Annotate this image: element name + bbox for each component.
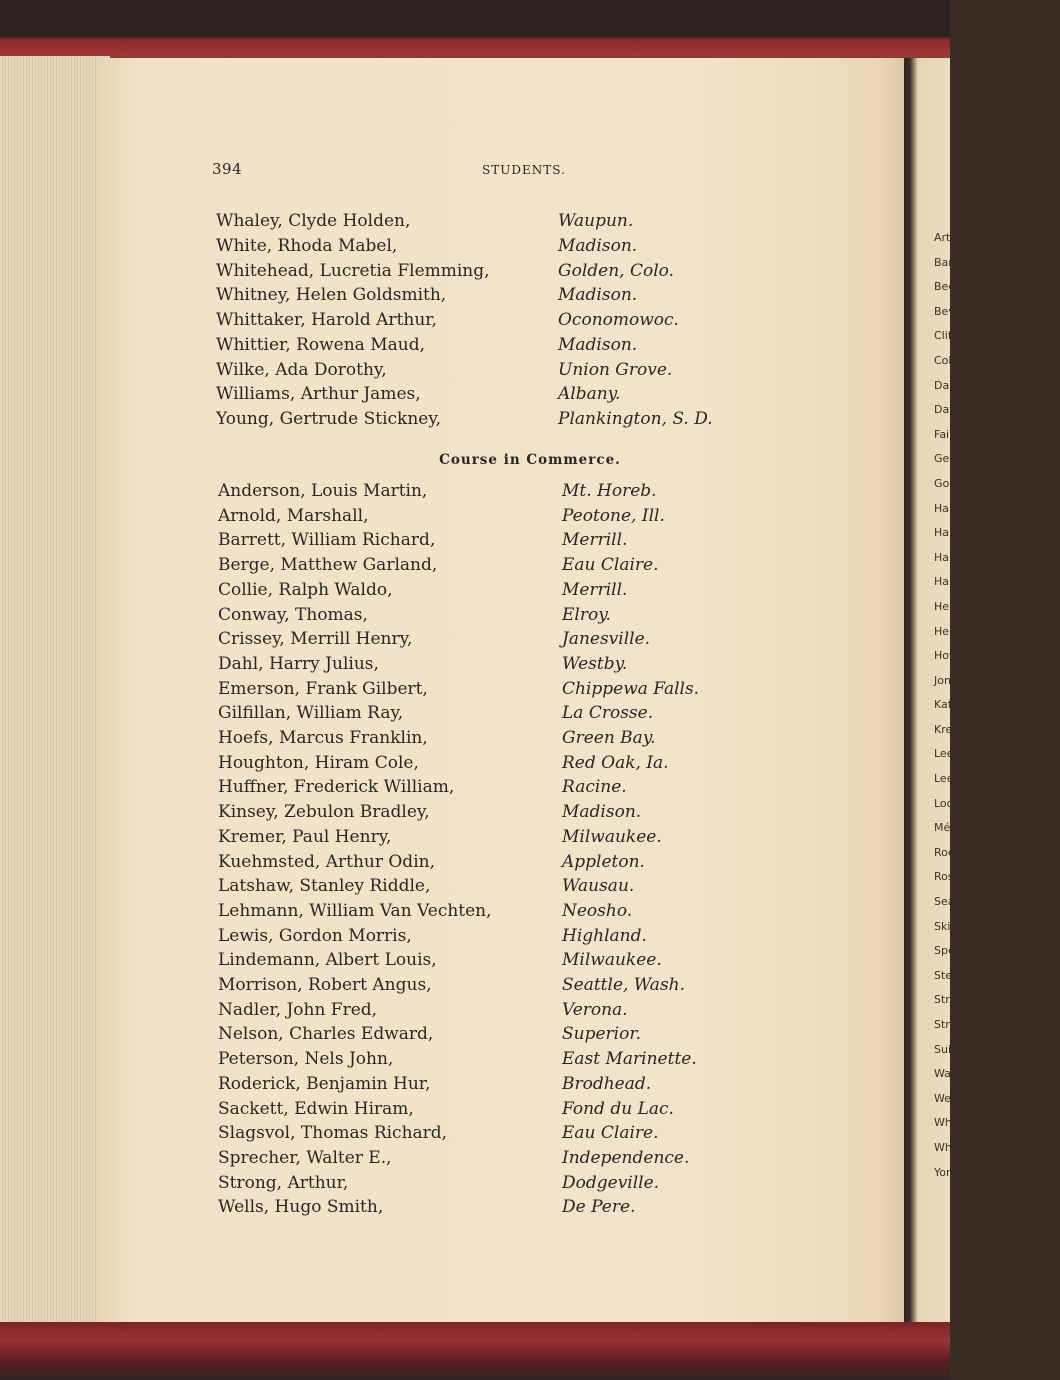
- student-name: Emerson, Frank Gilbert,: [218, 678, 428, 699]
- commerce-student-row: [0, 528, 950, 552]
- student-row: [0, 407, 950, 431]
- student-hometown: Appleton.: [562, 851, 645, 872]
- student-hometown: Racine.: [562, 777, 627, 798]
- facing-page-fragment: Roe: [934, 845, 955, 859]
- student-name: Kinsey, Zebulon Bradley,: [218, 802, 430, 823]
- student-hometown: Neosho.: [562, 900, 633, 921]
- student-name: Sackett, Edwin Hiram,: [218, 1098, 414, 1119]
- student-name: Berge, Matthew Garland,: [218, 555, 438, 576]
- student-hometown: Albany.: [558, 384, 621, 405]
- student-name: Collie, Ralph Waldo,: [218, 579, 393, 600]
- commerce-student-row: [0, 1097, 950, 1121]
- commerce-student-row: [0, 504, 950, 528]
- student-hometown: Merrill.: [562, 530, 628, 551]
- student-name: Williams, Arthur James,: [216, 384, 421, 405]
- student-hometown: Madison.: [562, 802, 642, 823]
- student-hometown: Westby.: [562, 653, 628, 674]
- student-hometown: Fond du Lac.: [562, 1098, 674, 1119]
- commerce-student-row: [0, 948, 950, 972]
- facing-page-fragment: Ros: [934, 870, 954, 884]
- student-name: Gilfillan, William Ray,: [218, 703, 404, 724]
- student-name: Arnold, Marshall,: [218, 505, 369, 526]
- page-number: 394: [212, 160, 243, 178]
- commerce-student-row: [0, 1022, 950, 1046]
- student-hometown: Madison.: [558, 285, 638, 306]
- section-heading: Course in Commerce.: [439, 452, 621, 468]
- facing-page-fragment: Har: [934, 550, 954, 564]
- facing-page-fragment: Str: [934, 993, 950, 1007]
- student-name: Whaley, Clyde Holden,: [216, 211, 411, 231]
- running-head: STUDENTS.: [482, 163, 566, 177]
- student-hometown: Oconomowoc.: [558, 310, 679, 330]
- student-name: Whittaker, Harold Arthur,: [216, 310, 437, 330]
- student-row: [0, 209, 950, 233]
- facing-page-fragment: Bev: [934, 304, 955, 318]
- student-hometown: Eau Claire.: [562, 555, 659, 576]
- facing-page-fragment: We: [934, 1091, 951, 1105]
- student-hometown: Merrill.: [562, 579, 628, 600]
- commerce-student-row: [0, 825, 950, 849]
- facing-page-fragment: Clif: [934, 329, 952, 343]
- student-hometown: Plankington, S. D.: [558, 409, 713, 429]
- facing-page-fragment: Ste: [934, 968, 953, 982]
- facing-page-fragment: Kat: [934, 698, 953, 712]
- student-name: Whitehead, Lucretia Flemming,: [216, 260, 490, 281]
- student-hometown: East Marinette.: [562, 1049, 697, 1070]
- student-hometown: Green Bay.: [562, 728, 656, 748]
- student-name: Slagsvol, Thomas Richard,: [218, 1123, 448, 1144]
- commerce-student-row: [0, 899, 950, 923]
- student-hometown: Seattle, Wash.: [562, 975, 686, 995]
- book-cover-top: [0, 0, 950, 62]
- commerce-student-row: [0, 479, 950, 503]
- facing-page-fragment: Har: [934, 575, 954, 589]
- student-name: Hoefs, Marcus Franklin,: [218, 728, 428, 748]
- student-hometown: Madison.: [558, 334, 638, 355]
- student-hometown: Red Oak, Ia.: [562, 752, 669, 773]
- student-row: [0, 234, 950, 258]
- student-name: Conway, Thomas,: [218, 604, 368, 625]
- student-name: Lindemann, Albert Louis,: [218, 950, 437, 971]
- facing-page-fragment: Str: [934, 1018, 950, 1031]
- commerce-student-row: [0, 1171, 950, 1195]
- student-hometown: De Pere.: [562, 1197, 636, 1218]
- student-name: Lewis, Gordon Morris,: [218, 925, 412, 946]
- student-hometown: Elroy.: [562, 604, 611, 625]
- facing-page-fragment: Bar: [934, 255, 953, 269]
- facing-page-fragment: Spe: [934, 944, 955, 958]
- student-name: Houghton, Hiram Cole,: [218, 752, 419, 773]
- student-hometown: Golden, Colo.: [558, 260, 674, 281]
- student-hometown: Wausau.: [562, 876, 635, 897]
- student-hometown: Waupun.: [558, 211, 634, 231]
- student-row: [0, 382, 950, 406]
- student-hometown: Janesville.: [562, 629, 651, 650]
- commerce-student-row: [0, 553, 950, 577]
- commerce-student-row: [0, 578, 950, 602]
- student-name: Wells, Hugo Smith,: [218, 1197, 384, 1218]
- facing-page-fragment: Gee: [934, 452, 957, 466]
- facing-page-fragment: Hei: [934, 599, 953, 613]
- commerce-student-row: [0, 652, 950, 676]
- student-name: Lehmann, William Van Vechten,: [218, 900, 492, 921]
- student-hometown: Madison.: [558, 235, 638, 256]
- facing-page-fragment: Bec: [934, 280, 955, 294]
- facing-page-fragment: Kre: [934, 722, 953, 736]
- commerce-student-row: [0, 874, 950, 898]
- student-name: Nelson, Charles Edward,: [218, 1024, 434, 1045]
- commerce-student-row: [0, 603, 950, 627]
- commerce-student-row: [0, 924, 950, 948]
- student-hometown: Chippewa Falls.: [562, 678, 700, 699]
- student-name: Roderick, Benjamin Hur,: [218, 1073, 431, 1094]
- student-hometown: Brodhead.: [562, 1073, 652, 1094]
- commerce-student-row: [0, 850, 950, 874]
- student-hometown: Independence.: [562, 1147, 690, 1168]
- commerce-student-row: [0, 677, 950, 701]
- student-row: [0, 259, 950, 283]
- facing-page-fragment: Dav: [934, 403, 956, 417]
- student-name: Young, Gertrude Stickney,: [216, 409, 442, 429]
- commerce-student-row: [0, 800, 950, 824]
- student-row: [0, 308, 950, 332]
- student-name: Dahl, Harry Julius,: [218, 653, 379, 674]
- facing-page-fragment: Ski: [934, 919, 951, 933]
- facing-page-fragment: Art: [934, 231, 951, 244]
- student-name: Huffner, Frederick William,: [218, 777, 455, 798]
- student-name: Latshaw, Stanley Riddle,: [218, 876, 431, 897]
- student-hometown: Verona.: [562, 999, 628, 1020]
- student-name: Nadler, John Fred,: [218, 999, 378, 1020]
- commerce-student-row: [0, 726, 950, 750]
- facing-page-fragment: Lee: [934, 772, 954, 786]
- student-hometown: Milwaukee.: [562, 950, 662, 971]
- facing-page-fragment: Sui: [934, 1042, 952, 1056]
- facing-page-fragment: God: [934, 476, 957, 490]
- student-name: Barrett, William Richard,: [218, 530, 436, 551]
- commerce-student-row: [0, 775, 950, 799]
- student-name: Sprecher, Walter E.,: [218, 1147, 392, 1168]
- facing-page-fragment: Wa: [934, 1067, 951, 1081]
- student-hometown: Mt. Horeb.: [562, 481, 657, 501]
- facing-page-fragment: Dar: [934, 378, 954, 392]
- facing-page-fragment: Loo: [934, 796, 954, 810]
- facing-page-fragment: Lee: [934, 747, 954, 761]
- student-hometown: Union Grove.: [558, 359, 673, 380]
- student-hometown: Highland.: [562, 925, 647, 946]
- commerce-student-row: [0, 701, 950, 725]
- student-hometown: Eau Claire.: [562, 1123, 659, 1144]
- facing-page-fragment: Haa: [934, 501, 956, 515]
- facing-page-fragment: Sea: [934, 895, 955, 909]
- student-name: White, Rhoda Mabel,: [216, 235, 398, 256]
- commerce-student-row: [0, 751, 950, 775]
- facing-page-fragment: Hal: [934, 526, 953, 540]
- facing-page-fragment: Col: [934, 353, 952, 367]
- commerce-student-row: [0, 1047, 950, 1071]
- student-name: Whittier, Rowena Maud,: [216, 334, 425, 355]
- facing-page-fragment: Wh: [934, 1140, 952, 1154]
- student-row: [0, 358, 950, 382]
- student-name: Whitney, Helen Goldsmith,: [216, 285, 447, 306]
- facing-page-fragment: Jon: [934, 673, 951, 687]
- student-row: [0, 333, 950, 357]
- facing-page-fragment: Wh: [934, 1116, 952, 1130]
- facing-page-fragment: Her: [934, 624, 954, 638]
- commerce-student-row: [0, 973, 950, 997]
- student-name: Anderson, Louis Martin,: [218, 481, 428, 501]
- commerce-student-row: [0, 998, 950, 1022]
- student-name: Kremer, Paul Henry,: [218, 826, 392, 847]
- student-name: Morrison, Robert Angus,: [218, 975, 432, 995]
- commerce-student-row: [0, 1195, 950, 1219]
- student-name: Strong, Arthur,: [218, 1172, 349, 1193]
- facing-page-fragment: Yor: [934, 1165, 951, 1179]
- commerce-student-row: [0, 627, 950, 651]
- book-cover-bottom: [0, 1322, 950, 1380]
- commerce-student-row: [0, 1121, 950, 1145]
- student-name: Wilke, Ada Dorothy,: [216, 359, 387, 380]
- student-name: Crissey, Merrill Henry,: [218, 629, 413, 650]
- student-hometown: La Crosse.: [562, 703, 654, 724]
- facing-page-fragment: Mé: [934, 821, 951, 835]
- facing-page-fragment: Hov: [934, 649, 956, 663]
- commerce-student-row: [0, 1146, 950, 1170]
- student-hometown: Peotone, Ill.: [562, 505, 665, 526]
- student-hometown: Dodgeville.: [562, 1172, 660, 1193]
- student-name: Peterson, Nels John,: [218, 1049, 394, 1070]
- student-hometown: Milwaukee.: [562, 826, 662, 847]
- student-hometown: Superior.: [562, 1024, 641, 1045]
- page-header: [212, 160, 772, 184]
- commerce-student-row: [0, 1072, 950, 1096]
- student-row: [0, 283, 950, 307]
- facing-page-fragment: Fai: [934, 427, 950, 441]
- student-name: Kuehmsted, Arthur Odin,: [218, 851, 435, 872]
